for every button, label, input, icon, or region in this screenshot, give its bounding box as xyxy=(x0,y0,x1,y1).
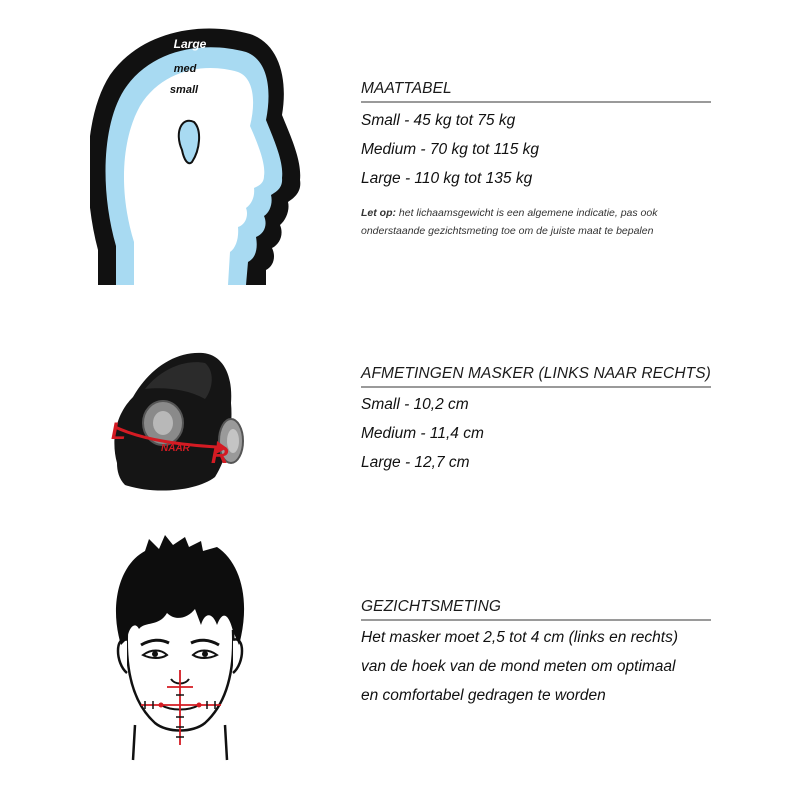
mask-illustration xyxy=(105,345,255,495)
mask-dim-medium: Medium - 11,4 cm xyxy=(361,425,484,442)
head-label-large: Large xyxy=(173,37,207,51)
mask-label-left: L xyxy=(111,418,126,445)
head-label-small: small xyxy=(169,84,199,96)
face-measure-title: GEZICHTSMETING xyxy=(361,598,711,621)
mask-valve-front-inner xyxy=(153,411,173,435)
face-measure-section xyxy=(361,598,711,705)
face-measure-line-2: van de hoek van de mond meten om optimaal xyxy=(361,658,676,675)
mask-label-right: R xyxy=(211,442,229,469)
face-mouth-corner-left xyxy=(159,703,164,708)
face-ear-right xyxy=(233,639,242,673)
face-measure-line-3: en comfortabel gedragen te worden xyxy=(361,687,606,704)
size-table-section xyxy=(361,80,711,240)
size-row-small: Small - 45 kg tot 75 kg xyxy=(361,112,516,129)
mask-valve-side-inner xyxy=(227,429,239,453)
face-mouth-corner-right xyxy=(197,703,202,708)
face-measurement-illustration xyxy=(105,535,255,765)
mask-dim-small: Small - 10,2 cm xyxy=(361,396,469,413)
size-row-large: Large - 110 kg tot 135 kg xyxy=(361,170,533,187)
mask-label-middle: NAAR xyxy=(161,443,190,454)
size-note-line1: het lichaamsgewicht is een algemene indicatie, pas ook xyxy=(396,207,658,219)
face-pupil-left xyxy=(152,651,158,657)
face-measure-line-1: Het masker moet 2,5 tot 4 cm (links en rechts) xyxy=(361,629,678,646)
face-hair xyxy=(116,535,244,645)
mask-dim-large: Large - 12,7 cm xyxy=(361,454,470,471)
head-label-med: med xyxy=(173,63,197,75)
head-size-illustration xyxy=(90,20,310,290)
size-row-medium: Medium - 70 kg tot 115 kg xyxy=(361,141,540,158)
mask-dimensions-section xyxy=(361,365,711,472)
size-note xyxy=(361,204,711,240)
size-note-line2: onderstaande gezichtsmeting toe om de juiste maat te bepalen xyxy=(361,225,654,237)
size-note-bold: Let op: xyxy=(361,207,396,219)
face-ear-left xyxy=(118,639,127,673)
face-pupil-right xyxy=(202,651,208,657)
size-table-title: MAATTABEL xyxy=(361,80,711,103)
mask-dimensions-title: AFMETINGEN MASKER (LINKS NAAR RECHTS) xyxy=(361,365,711,388)
